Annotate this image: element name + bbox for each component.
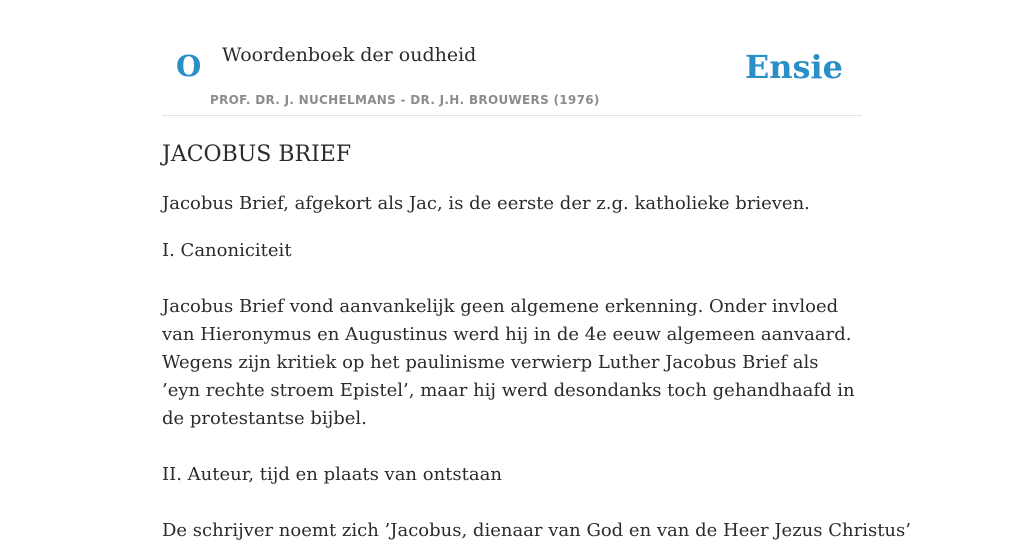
source-title[interactable]: Woordenboek der oudheid bbox=[222, 44, 477, 66]
article-title: JACOBUS BRIEF bbox=[162, 142, 352, 167]
article-intro: Jacobus Brief, afgekort als Jac, is de eerste der z.g. katholieke brieven. bbox=[162, 193, 810, 214]
letter-index[interactable]: O bbox=[176, 49, 202, 83]
source-authors: PROF. DR. J. NUCHELMANS - DR. J.H. BROUWERS (1976) bbox=[210, 93, 600, 107]
section-heading-canoniciteit: I. Canoniciteit bbox=[162, 240, 292, 261]
section-heading-auteur: II. Auteur, tijd en plaats van ontstaan bbox=[162, 464, 502, 485]
article-content bbox=[162, 140, 911, 545]
section-paragraph-canoniciteit: Jacobus Brief vond aanvankelijk geen algemene erkenning. Onder invloed van Hieronymus en Augustinus werd hij in de 4e eeuw algemeen aanvaard. Wegens zijn kritiek op het paulinisme verwierp Luther Jacobus Brief als ’eyn rechte stroem Epistel’, maar hij werd desondanks toch gehandhaafd in de protestantse bijbel. bbox=[162, 296, 855, 429]
section-paragraph-auteur: De schrijver noemt zich ’Jacobus, dienaar van God en van de Heer Jezus Christus’ bbox=[162, 520, 911, 541]
ensie-logo[interactable]: Ensie bbox=[744, 48, 843, 86]
source-header bbox=[162, 30, 862, 116]
